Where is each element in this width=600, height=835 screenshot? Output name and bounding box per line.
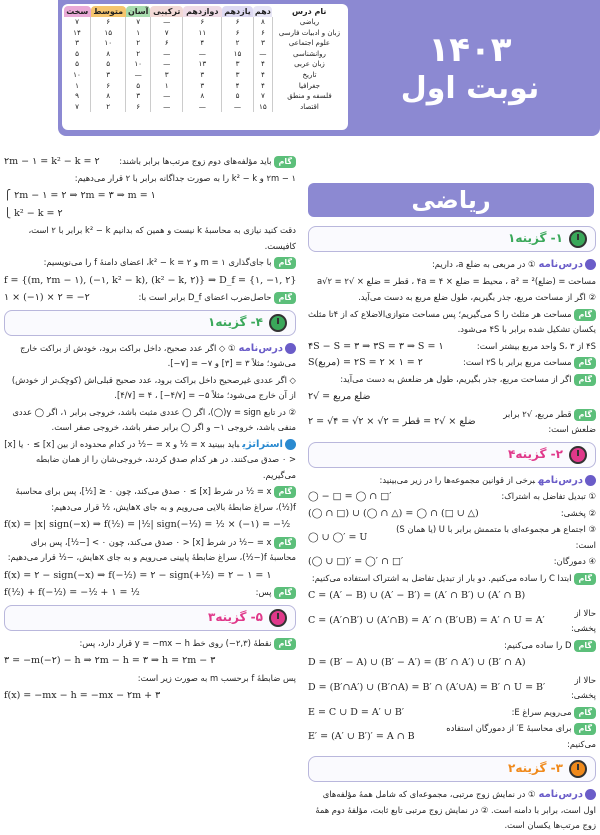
table-cell: ۸ — [91, 91, 126, 102]
table-cell: ۴ — [253, 81, 272, 92]
paragraph — [308, 571, 596, 587]
table-cell: ۶ — [222, 28, 254, 39]
step-block — [4, 255, 296, 271]
step-block — [308, 571, 596, 587]
table-cell: ۳ — [253, 38, 272, 49]
step-block — [4, 484, 296, 515]
step-badge: گام — [274, 486, 296, 498]
paragraph — [482, 407, 596, 438]
paragraph-text: ② در تابع y = sign(◯)، اگر ◯ عددی مثبت باشد، خروجی برابر ۱، اگر ◯ عددی منفی باشد، خروجی ۱− و اگر ◯ برابر صفر باشد، خروجی صفر است. — [12, 406, 296, 432]
paragraph-text: با جای‌گذاری m = ۱ و k² − k = ۲، اعضای دامنهٔ f را می‌نویسیم: — [43, 257, 272, 267]
table-cell: ۳ — [183, 81, 222, 92]
alarm-clock-icon — [569, 446, 587, 464]
step-badge: گام — [274, 638, 296, 650]
table-cell: ۳ — [183, 70, 222, 81]
step-badge: گام — [574, 573, 596, 585]
table-cell: ۷ — [126, 17, 150, 28]
right-column — [308, 222, 596, 835]
math-formula: ۲m − ۱ = k² − k = ۲ — [4, 156, 100, 167]
paragraph-text: برای محاسبهٔ E′ از دمورگان استفاده می‌کنیم: — [446, 723, 596, 749]
step-block — [308, 355, 596, 371]
text-block — [308, 554, 596, 570]
table-row — [64, 28, 346, 39]
math-formula: f(x) = |x| sign(−x) ⇒ f(½) = |½| sign(−½) = ½ × (−۱) = −½ — [4, 519, 291, 530]
paragraph-text: مساحت مربع برابر با ۲S است: — [463, 357, 572, 367]
table-cell: ۱۵ — [91, 28, 126, 39]
paragraph — [551, 606, 596, 637]
paragraph-text: باید مؤلفه‌های دوم زوج مرتب‌ها برابر باشند: — [119, 156, 272, 166]
answer-header — [4, 605, 296, 631]
text-block — [308, 290, 596, 306]
text-block — [308, 522, 596, 553]
paragraph — [554, 554, 596, 570]
text-block — [4, 171, 296, 187]
math-formula: C = (A′∩B′) ∪ (A′∩B) = A′ ∩ (B′∪B) = A′ ∩ U = A′ — [308, 615, 545, 627]
table-header-cell: متوسط — [91, 6, 126, 17]
answer-option-label: ۲- گزینه۴ — [508, 446, 563, 461]
text-block — [4, 671, 296, 687]
table-cell: ۴ — [253, 59, 272, 70]
paragraph — [373, 522, 596, 553]
paragraph — [4, 535, 296, 566]
table-cell: ۶ — [126, 102, 150, 113]
table-cell: ۶ — [183, 17, 222, 28]
paragraph — [4, 671, 296, 687]
lesson-label: درس‌نامه — [538, 474, 583, 486]
table-header-cell: سخت — [64, 6, 91, 17]
table-cell: ۲ — [222, 38, 254, 49]
answer-header — [308, 442, 596, 468]
table-row — [64, 81, 346, 92]
paragraph-text: اگر از مساحت مربع، جذر بگیریم، طول هر ضلعش به دست می‌آید: — [340, 373, 572, 384]
table-cell: — — [126, 70, 150, 81]
table-cell: ۳ — [222, 70, 254, 81]
paragraph-text: نقطهٔ (۲,۳−) روی خط y = −mx − h قرار دارد، پس: — [79, 637, 272, 648]
lesson-block — [308, 257, 596, 273]
paragraph — [308, 257, 596, 273]
math-formula: D = (B′∩A′) ∪ (B′∩A) = B′ ∩ (A′∪A) = B′ ∩ U = B′ — [308, 682, 546, 694]
table-cell: ۱۴ — [73, 27, 81, 37]
table-cell: — — [183, 102, 222, 113]
paragraph — [4, 223, 296, 254]
lesson-block — [308, 787, 596, 834]
table-cell: ۸ — [253, 17, 272, 28]
paragraph-text: مساحت هر مثلث را S می‌گیریم؛ پس مساحت متوازی‌الاضلاع که از ۴تا مثلث یکسان تشکیل شده برابر با ۴S می‌شود. — [308, 308, 596, 334]
paragraph — [512, 705, 596, 721]
lesson-block — [308, 473, 596, 489]
table-cell: ۳ — [91, 70, 126, 81]
paragraph-text: ① در نمایش زوج مرتبی، مجموعه‌ای که شامل همهٔ مؤلفه‌های اول است، برابر با دامنه است. ② در نمایش زوج مرتبی تابع ثابت، مؤلفهٔ دوم همهٔ زوج مرتب‌ها یکسان است. — [315, 789, 596, 830]
table-cell: ۱۰ — [91, 38, 126, 49]
math-formula: ⎩ k² − k = ۲ — [4, 207, 63, 219]
book-icon — [285, 343, 296, 354]
table-cell: ۵ — [126, 81, 150, 92]
math-formula: ◯ − □ = ◯ ∩ □′ — [308, 491, 392, 502]
course-name: زبان و ادبیات فارسی — [272, 28, 346, 39]
step-block — [4, 535, 296, 566]
table-cell: ۵ — [91, 59, 126, 70]
paragraph — [501, 489, 596, 505]
paragraph — [308, 307, 596, 338]
paragraph — [308, 638, 596, 654]
alarm-clock-icon — [569, 760, 587, 778]
math-formula: (◯ ∩ □) ∪ (◯ ∩ △) = ◯ ∩ (□ ∪ △) — [308, 507, 479, 519]
paragraph-text: ④ دمورگان: — [553, 556, 596, 566]
paragraph-text: ③ اجتماع هر مجموعه‌ای با متممش برابر با U (یا همان S) است: — [396, 524, 596, 550]
lesson-label: درس‌نامه — [538, 259, 583, 270]
paragraph — [4, 171, 296, 187]
table-row — [64, 17, 346, 28]
step-badge: گام — [274, 292, 296, 304]
step-block — [308, 407, 596, 438]
paragraph-text: حالا از پخشی: — [570, 674, 596, 700]
exam-year: ۱۴۰۳ — [428, 30, 512, 70]
step-block — [4, 290, 296, 306]
step-block — [4, 585, 296, 601]
course-name: جغرافیا — [272, 81, 346, 92]
paragraph — [4, 373, 296, 404]
paragraph-text: x = −½ در شرط [x] < ۰ صدق می‌کند، چون ۰ > [−½]، پس برای محاسبهٔ f(−½)، سراغ ضابطهٔ پایینی می‌رویم و به جای xهایش، −½ قرار می‌دهیم: — [7, 536, 296, 562]
math-formula: (◯ ∪ □)′ = ◯′ ∩ □′ — [308, 556, 404, 567]
math-formula: ۱ × (−۱) × ۲ = −۲ — [4, 292, 90, 303]
table-cell: ۱۵ — [253, 102, 272, 113]
table-header-cell: دوازدهم — [183, 6, 222, 17]
paragraph — [119, 154, 296, 170]
paragraph — [4, 405, 296, 436]
answer-option-label: ۴- گزینه۱ — [208, 314, 263, 329]
step-block — [4, 636, 296, 652]
table-cell: ۱۰ — [126, 59, 150, 70]
table-cell: ۵ — [75, 48, 79, 58]
paragraph — [4, 255, 296, 271]
step-badge: گام — [274, 257, 296, 269]
table-cell: — — [183, 49, 222, 60]
alarm-clock-icon — [569, 230, 587, 248]
paragraph-text: مساحت = (ضلع)² = a² ، محیط = ضلع × ۴ = ۴a ، قطر = ضلع × √۲ = a√۲ — [317, 275, 596, 286]
course-name: علوم اجتماعی — [272, 38, 346, 49]
answer-header — [4, 310, 296, 336]
text-block — [308, 673, 596, 704]
paragraph — [477, 339, 596, 355]
paragraph — [308, 473, 596, 489]
step-badge: گام — [574, 707, 596, 719]
table-cell: ۸ — [91, 49, 126, 60]
book-icon — [585, 475, 596, 486]
table-header-cell: یازدهم — [222, 6, 254, 17]
paragraph — [4, 484, 296, 515]
paragraph-text: باید ببینید x = ½ و x = −½ در کدام محدوده از بین [x] ≥ ۰ یا [x] < ۰ صدق می‌کنند. در هر کدام صدق کردند، خروجی‌شان را از همان ضابطه می‌گیریم. — [4, 438, 296, 480]
math-formula: ضلع مربع = √۲ — [308, 391, 371, 402]
paragraph-text: ① تبدیل تفاضل به اشتراک: — [501, 491, 596, 501]
step-block — [4, 154, 296, 170]
paragraph-text: می‌رویم سراغ E: — [511, 706, 572, 717]
course-name: اقتصاد — [272, 102, 346, 113]
table-cell: ۵ — [222, 91, 254, 102]
step-badge: گام — [574, 640, 596, 652]
table-cell: ۱ — [150, 81, 183, 92]
paragraph-text: برخی از قوانین مجموعه‌ها را در زیر می‌بینید: — [379, 474, 535, 485]
table-cell: ۶ — [253, 28, 272, 39]
table-cell: ۶ — [150, 38, 183, 49]
math-formula: f(x) = −mx − h = −mx − ۲m + ۳ — [4, 690, 161, 701]
table-row — [64, 59, 346, 70]
table-cell: — — [150, 49, 183, 60]
left-column — [4, 153, 296, 706]
text-block — [4, 223, 296, 254]
answer-header — [308, 756, 596, 782]
table-cell: ۷ — [75, 17, 79, 26]
table-cell: ۸ — [183, 91, 222, 102]
course-name: فلسفه و منطق — [272, 91, 346, 102]
paragraph-text: ۴S از S، ۳ واحد مربع بیشتر است: — [476, 340, 596, 351]
math-formula: ◯ ∪ ◯′ = U — [308, 531, 368, 543]
table-row — [64, 91, 346, 102]
step-block — [308, 307, 596, 338]
step-block — [308, 705, 596, 721]
lesson-block — [4, 341, 296, 372]
table-cell: ۲ — [126, 49, 150, 60]
math-formula: f = {(m, ۲m − ۱), (−۱, k² − k), (k² − k, ۲)} ⇒ D_f = {۱, −۱, ۲} — [4, 274, 297, 286]
step-badge: گام — [274, 587, 296, 599]
table-cell: ۷ — [253, 91, 272, 102]
paragraph — [4, 341, 296, 372]
text-block — [4, 405, 296, 436]
paragraph — [4, 636, 296, 652]
lesson-label: درس‌نامه — [238, 342, 283, 354]
table-cell: ۷ — [75, 101, 79, 111]
book-icon — [585, 789, 596, 800]
paragraph — [308, 372, 596, 388]
paragraph-text: D را ساده می‌کنیم: — [504, 639, 572, 650]
strategy-icon — [285, 439, 296, 450]
step-badge: گام — [574, 409, 596, 421]
step-block — [308, 372, 596, 388]
paragraph-text: ◇ اگر عددی غیرصحیح داخل براکت برود، عدد صحیح قبلی‌اش (کوچک‌تر از خودش) از آن خارج می‌شود؛ مثلاً ۵− = [۴/۷−] ، ۴ = [۴/۷]. — [11, 374, 296, 400]
math-formula: ۳ = −m(−۲) − h ⇒ ۲m − h = ۳ ⇒ h = ۲m − ۳ — [4, 655, 216, 666]
step-block — [308, 638, 596, 654]
table-cell: — — [150, 91, 183, 102]
paragraph-text: ابتدا C را ساده می‌کنیم. دو بار از تبدیل تفاضل به اشتراک استفاده می‌کنیم: — [311, 572, 572, 583]
answer-option-label: ۳- گزینه۲ — [508, 761, 563, 776]
answer-option-label: ۱- گزینه۱ — [508, 231, 563, 246]
exam-session: نوبت اول — [400, 71, 540, 106]
step-badge: گام — [574, 357, 596, 369]
paragraph — [4, 437, 296, 484]
course-name: زبان عربی — [272, 59, 346, 70]
table-cell: ۱ — [126, 28, 150, 39]
math-formula: ۴S − S = ۳ ⇒ ۳S = ۳ ⇒ S = ۱ — [308, 340, 444, 352]
table-cell: ۷ — [150, 28, 183, 39]
paragraph-text: ۲m − ۱ و k² − k را به صورت جداگانه برابر با ۲ قرار می‌دهیم: — [74, 172, 296, 183]
table-cell: — — [150, 17, 183, 28]
table-header-cell: ترکیبی — [150, 6, 183, 17]
step-badge: گام — [274, 537, 296, 549]
paragraph-text: قطر مربع، √۲ برابر ضلعش است: — [503, 408, 596, 434]
course-name: ریاضی — [272, 17, 346, 28]
table-cell: ۲ — [91, 102, 126, 113]
table-cell: ۱۵ — [222, 49, 254, 60]
answer-option-label: ۵- گزینه۳ — [208, 609, 263, 624]
strategy-block — [4, 437, 296, 484]
table-cell: ۲ — [126, 38, 150, 49]
math-formula: E = C ∪ D = A′ ∪ B′ — [308, 706, 404, 718]
table-cell: ۳ — [126, 91, 150, 102]
table-cell: ۶ — [222, 17, 254, 28]
table-cell: — — [222, 102, 254, 113]
paragraph — [551, 673, 596, 704]
math-formula: S(مربع) = ۲S = ۲ × ۱ = ۲ — [308, 357, 423, 368]
table-header-cell: دهم — [254, 7, 271, 16]
step-badge: گام — [574, 309, 596, 321]
paragraph-text: حالا از پخشی: — [570, 607, 596, 633]
text-block — [308, 506, 596, 522]
text-block — [308, 274, 596, 290]
table-cell: ۳ — [150, 70, 183, 81]
answer-header — [308, 226, 596, 252]
table-cell: ۱۰ — [73, 69, 81, 79]
paragraph-text: ① در مربعی به ضلع a، داریم: — [431, 259, 536, 269]
table-cell: ۶ — [91, 81, 126, 92]
text-block — [308, 339, 596, 355]
paragraph — [308, 274, 596, 290]
table-cell: ۱۳ — [183, 59, 222, 70]
math-formula: ۲ = √۴ = √۲ × √۲ = ضلع × √۲ = قطر — [308, 416, 476, 428]
step-badge: گام — [574, 374, 596, 386]
course-name: روانشناسی — [272, 49, 346, 60]
course-name: تاریخ — [272, 70, 346, 81]
step-badge: گام — [274, 156, 296, 168]
math-formula: f(x) = ۲ − sign(−x) ⇒ f(−½) = ۲ − sign(+½) = ۲ − ۱ = ۱ — [4, 569, 272, 581]
table-cell: ۳ — [222, 59, 254, 70]
subject-banner: ریاضی — [308, 183, 594, 217]
paragraph-text: ① ◇ اگر عدد صحیح، داخل براکت برود، خودش از براکت خارج می‌شود؛ مثلاً ۳ = [۳] و ۷− = [۷−]. — [20, 342, 296, 368]
paragraph — [561, 506, 596, 522]
exam-title — [380, 30, 560, 108]
math-formula: E′ = (A′ ∪ B′)′ = A ∩ B — [308, 730, 415, 742]
alarm-clock-icon — [269, 609, 287, 627]
lesson-label: درس‌نامه — [538, 789, 583, 800]
table-cell: ۵ — [75, 59, 79, 69]
paragraph — [139, 290, 296, 306]
table-cell: ۶ — [91, 17, 126, 28]
paragraph-text: حاصل‌ضرب اعضای D_f برابر است با: — [138, 292, 272, 302]
table-row — [64, 38, 346, 49]
paragraph-text: پس ضابطهٔ f برحسب m به صورت زیر است: — [137, 672, 296, 683]
table-cell: — — [253, 49, 272, 60]
paragraph — [256, 585, 296, 601]
paragraph — [463, 355, 596, 371]
paragraph-text: پس: — [255, 587, 272, 597]
table-cell: ۳ — [75, 38, 79, 48]
table-cell: ۴ — [253, 70, 272, 81]
question-distribution-table — [62, 4, 348, 130]
table-header-cell: آسان — [127, 7, 149, 16]
text-block — [4, 373, 296, 404]
table-cell: ۱۱ — [183, 28, 222, 39]
book-icon — [585, 259, 596, 270]
step-block — [308, 721, 596, 752]
table-row — [64, 70, 346, 81]
math-formula: C = (A′ − B) ∪ (A′ − B′) = (A′ ∩ B′) ∪ (A′ ∩ B) — [308, 590, 526, 601]
text-block — [308, 489, 596, 505]
paragraph-text: ② اگر از مساحت مربع، جذر بگیریم، طول ضلع مربع به دست می‌آید. — [358, 292, 596, 302]
table-cell: ۴ — [183, 38, 222, 49]
step-badge: گام — [574, 723, 596, 735]
math-formula: f(½) + f(−½) = −½ + ۱ = ½ — [4, 587, 140, 598]
paragraph-text: x = ½ در شرط [x] ≥ ۰ صدق می‌کند، چون ۰ ≤ [½]، پس برای محاسبهٔ f(½)، سراغ ضابطهٔ بالایی می‌رویم و به جای xهایش، ½ قرار می‌دهیم: — [15, 486, 296, 512]
math-formula: ⎧ ۲m − ۱ = ۲ ⇒ ۲m = ۳ ⇒ m = ۱ — [4, 190, 156, 201]
table-cell: — — [150, 59, 183, 70]
table-row — [64, 49, 346, 60]
math-formula: D = (B′ − A) ∪ (B′ − A′) = (B′ ∩ A′) ∪ (B′ ∩ A) — [308, 657, 526, 668]
table-row — [64, 102, 346, 113]
paragraph-text: ② پخشی: — [560, 507, 596, 518]
paragraph-text: دقت کنید نیازی به محاسبهٔ k نیست و همین که بدانیم k² − k برابر با ۲ است، کافیست. — [28, 225, 296, 251]
table-cell: ۱ — [75, 80, 79, 90]
alarm-clock-icon — [269, 314, 287, 332]
text-block — [308, 606, 596, 637]
paragraph — [308, 787, 596, 834]
paragraph — [421, 721, 596, 752]
table-cell: ۴ — [222, 81, 254, 92]
strategy-label: استراتژی — [242, 438, 283, 450]
table-cell: ۹ — [75, 91, 79, 101]
table-header-cell: نام درس — [272, 6, 346, 17]
paragraph — [308, 290, 596, 306]
table-cell: — — [150, 102, 183, 113]
